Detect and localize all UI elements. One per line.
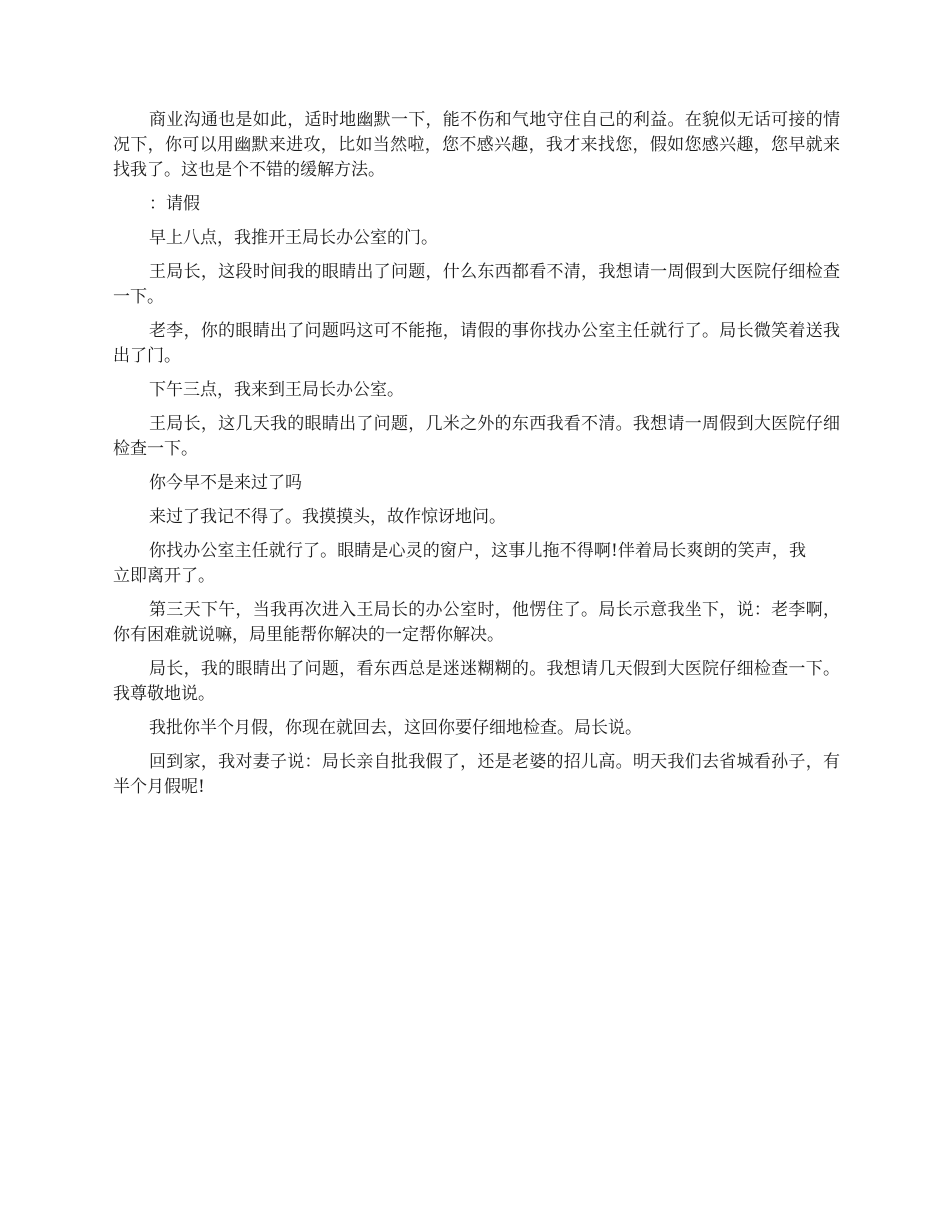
paragraph-5: 老李，你的眼睛出了问题吗这可不能拖，请假的事你找办公室主任就行了。局长微笑着送我出了门。	[113, 321, 840, 366]
document-page	[113, 108, 840, 809]
paragraph-8: 你今早不是来过了吗	[149, 473, 302, 493]
paragraph-13: 我批你半个月假，你现在就回去，这回你要仔细地检查。局长说。	[149, 718, 642, 738]
paragraph-2-heading: ：请假	[149, 194, 200, 214]
paragraph-4: 王局长，这段时间我的眼睛出了问题，什么东西都看不清，我想请一周假到大医院仔细检查一下。	[113, 262, 840, 307]
paragraph-9: 来过了我记不得了。我摸摸头，故作惊讶地问。	[149, 507, 506, 527]
paragraph-12: 局长，我的眼睛出了问题，看东西总是迷迷糊糊的。我想请几天假到大医院仔细检查一下。我尊敬地说。	[113, 659, 840, 704]
paragraph-11: 第三天下午，当我再次进入王局长的办公室时，他愣住了。局长示意我坐下，说：老李啊，你有困难就说嘛，局里能帮你解决的一定帮你解决。	[113, 600, 840, 645]
paragraph-1: 商业沟通也是如此，适时地幽默一下，能不伤和气地守住自己的利益。在貌似无话可接的情况下，你可以用幽默来进攻，比如当然啦，您不感兴趣，我才来找您，假如您感兴趣，您早就来找我了。这也是个不错的缓解方法。	[113, 110, 840, 180]
paragraph-7: 王局长，这几天我的眼睛出了问题，几米之外的东西我看不清。我想请一周假到大医院仔细检查一下。	[113, 414, 840, 459]
paragraph-6: 下午三点，我来到王局长办公室。	[149, 380, 404, 400]
paragraph-10: 你找办公室主任就行了。眼睛是心灵的窗户，这事儿拖不得啊!伴着局长爽朗的笑声，我立即离开了。	[113, 541, 806, 586]
paragraph-14: 回到家，我对妻子说：局长亲自批我假了，还是老婆的招儿高。明天我们去省城看孙子，有半个月假呢!	[113, 752, 840, 797]
paragraph-3: 早上八点，我推开王局长办公室的门。	[149, 228, 438, 248]
